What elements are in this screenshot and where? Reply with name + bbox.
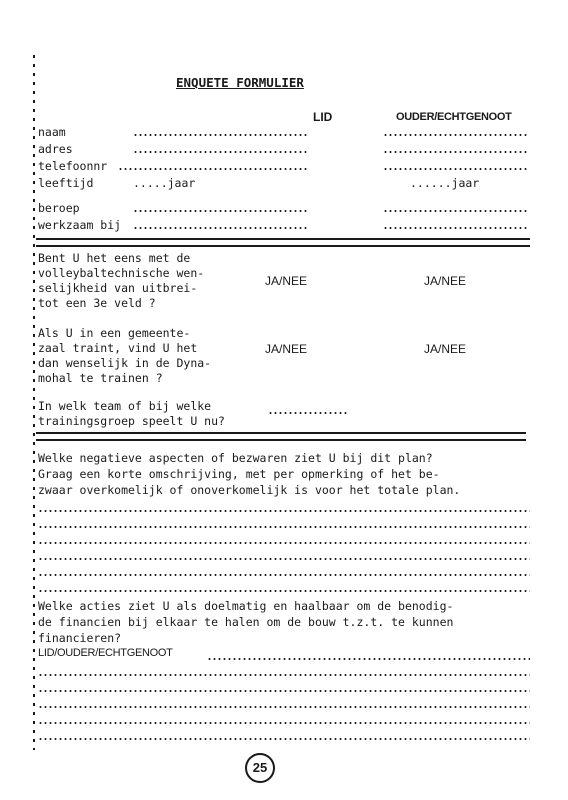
answer-line-q4-5[interactable]: [38, 574, 530, 576]
double-divider-1: [36, 238, 530, 247]
answer-line-adres-lid[interactable]: [133, 151, 308, 153]
answer-line-werkzaam-lid[interactable]: [133, 227, 308, 229]
field-label-beroep: beroep: [38, 201, 80, 215]
field-label-leeftijd: leeftijd: [38, 176, 94, 190]
question-2-answer-ouder[interactable]: JA/NEE: [424, 342, 467, 356]
answer-line-telefoon-ouder[interactable]: [383, 168, 528, 170]
answer-line-telefoon-lid[interactable]: [118, 168, 308, 170]
question-2-answer-lid[interactable]: JA/NEE: [265, 342, 308, 356]
question-2-text: Als U in een gemeente- zaal traint, vind U het dan wenselijk in de Dyna- mohal te trainen ?: [38, 326, 212, 385]
answer-line-beroep-lid[interactable]: [133, 210, 308, 212]
answer-line-werkzaam-ouder[interactable]: [383, 227, 528, 229]
field-label-werkzaam-bij: werkzaam bij: [38, 218, 122, 232]
answer-line-q5-3[interactable]: [38, 706, 530, 708]
question-1-answer-lid[interactable]: JA/NEE: [265, 274, 308, 288]
page-number-badge: 25: [245, 753, 275, 783]
field-label-adres: adres: [38, 142, 73, 156]
answer-line-q4-2[interactable]: [38, 526, 530, 528]
answer-line-team[interactable]: [268, 412, 348, 414]
question-3-text: In welk team of bij welke trainingsgroep speelt U nu?: [38, 399, 225, 428]
leeftijd-ouder-jaar[interactable]: ......jaar: [410, 176, 480, 190]
column-header-lid: LID: [313, 110, 333, 124]
answer-line-q4-4[interactable]: [38, 558, 530, 560]
question-1-text: Bent U het eens met de volleybaltechnische wen- selijkheid van uitbrei- tot een 3e veld ?: [38, 251, 205, 310]
left-margin-rule: [33, 55, 35, 750]
answer-line-q4-3[interactable]: [38, 542, 530, 544]
answer-line-q4-6[interactable]: [38, 590, 530, 592]
field-label-naam: naam: [38, 125, 66, 139]
answer-line-q5-4[interactable]: [38, 722, 530, 724]
form-title: ENQUETE FORMULIER: [176, 75, 304, 90]
answer-line-q5-2[interactable]: [38, 690, 530, 692]
question-5-text: Welke acties ziet U als doelmatig en haalbaar om de benodig- de financien bij elkaar te halen om de bouw t.z.t. te kunnen financieren?: [38, 599, 454, 645]
answer-line-naam-ouder[interactable]: [383, 134, 528, 136]
question-1-answer-ouder[interactable]: JA/NEE: [424, 274, 467, 288]
answer-line-respondent[interactable]: [207, 658, 530, 660]
answer-line-q5-1[interactable]: [38, 674, 530, 676]
answer-line-adres-ouder[interactable]: [383, 151, 528, 153]
answer-line-naam-lid[interactable]: [133, 134, 308, 136]
column-header-ouder: OUDER/ECHTGENOOT: [396, 111, 512, 123]
answer-line-q5-5[interactable]: [38, 738, 530, 740]
respondent-label: LID/OUDER/ECHTGENOOT: [38, 647, 173, 659]
answer-line-beroep-ouder[interactable]: [383, 210, 528, 212]
leeftijd-lid-jaar[interactable]: .....jaar: [133, 176, 196, 190]
question-4-text: Welke negatieve aspecten of bezwaren ziet U bij dit plan? Graag een korte omschrijving, met per opmerking of het be- zwaar overkomelijk of onoverkomelijk is voor het totale plan.: [38, 451, 461, 497]
answer-line-q4-1[interactable]: [38, 510, 530, 512]
double-divider-2: [36, 432, 526, 441]
field-label-telefoonnr: telefoonnr: [38, 159, 108, 173]
